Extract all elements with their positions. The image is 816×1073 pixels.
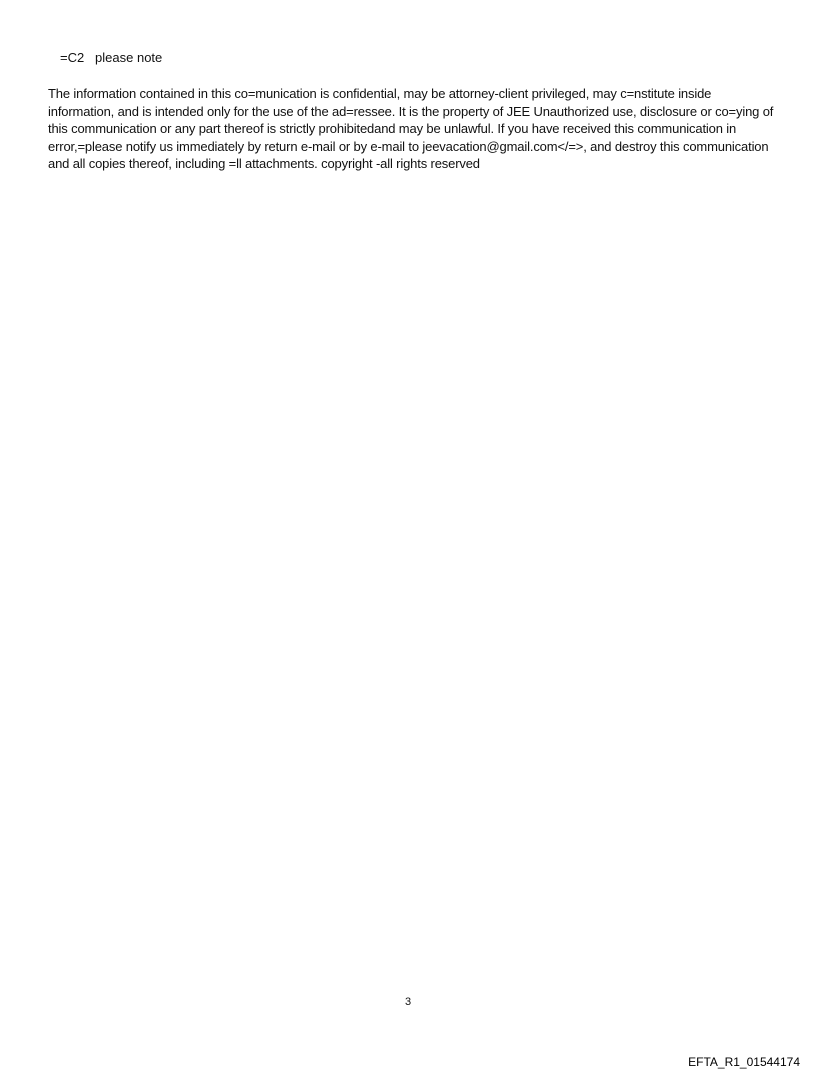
confidentiality-disclaimer: The information contained in this co=munication is confidential, may be attorney-client privileged, may c=nstitute inside information, and is intended only for the use of the ad=ressee. It is the property of JEE Unauthorized use, disclosure or co=ying of this communication or any part thereof is strictly prohibitedand may be unlawful. If you have received this communication in error,=please notify us immediately by return e-mail or by e-mail to jeevacation@gmail.com</=>, and destroy this communication and all copies thereof, including =ll attachments. copyright -all rights reserved [48, 86, 774, 171]
note-line: =C2 please note [60, 50, 163, 65]
bates-number: EFTA_R1_01544174 [688, 1055, 800, 1069]
page-number: 3 [404, 996, 412, 1008]
